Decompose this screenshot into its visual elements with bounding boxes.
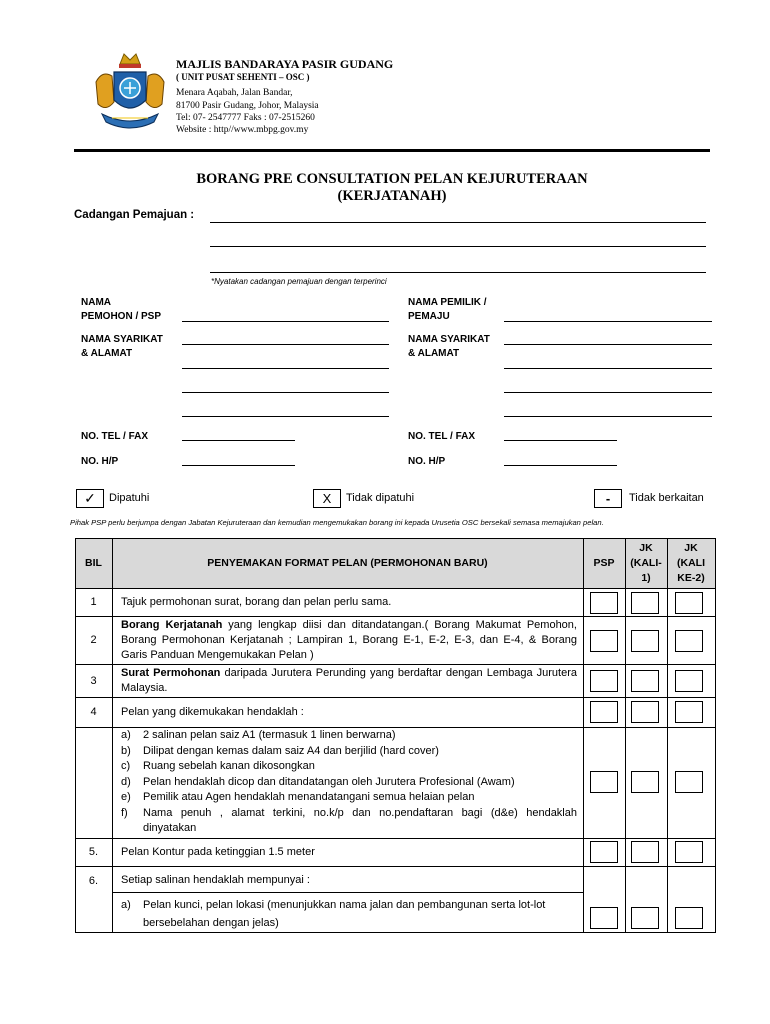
sub-item-d	[121, 775, 577, 791]
nama-pemilik-field[interactable]	[504, 321, 712, 322]
nama-pemohon-label	[81, 296, 161, 324]
row-4-sublist	[121, 728, 577, 837]
crest-logo	[92, 52, 168, 134]
check-icon: ✓	[84, 490, 96, 506]
col-header-jk2-l3: KE-2)	[677, 572, 705, 584]
website-line: Website : http//www.mbpg.gov.my	[176, 125, 309, 135]
form-subtitle: (KERJATANAH)	[337, 188, 447, 204]
row-4-text: Pelan yang dikemukakan hendaklah :	[121, 706, 304, 718]
row-2-bold: Borang Kerjatanah	[121, 619, 223, 631]
owner-address-line-3[interactable]	[504, 392, 712, 393]
row-2-jk1-checkbox[interactable]	[631, 630, 659, 652]
sub-item-text: Nama penuh , alamat terkini, no.k/p dan no.pendaftaran bagi (d&e) hendaklah dinyatakan	[143, 806, 577, 834]
row-1-number: 1	[90, 596, 97, 608]
row-5-jk1-checkbox[interactable]	[631, 841, 659, 863]
sub-item-text: Ruang sebelah kanan dikosongkan	[143, 760, 315, 772]
row-1-jk1-checkbox[interactable]	[631, 592, 659, 614]
applicant-address-line-4[interactable]	[182, 416, 389, 417]
col-header-jk1	[625, 541, 667, 586]
row-2-rest: yang lengkap diisi dan ditandatangan.( Borang Makumat Pemohon, Borang Permohonan Kerjatanah ; Lampiran 1, Borang E-1, E-2, E-3, dan E-4, & Borang Garis Panduan Mengemukakan Pelan )	[121, 619, 577, 661]
row-4-sub-psp-checkbox[interactable]	[590, 771, 618, 793]
nama-pemohon-label-l2: PEMOHON / PSP	[81, 311, 162, 322]
row-4-psp-checkbox[interactable]	[590, 701, 618, 723]
dash-icon: -	[605, 491, 611, 506]
nama-pemohon-field[interactable]	[182, 321, 389, 322]
legend-tick-box	[76, 489, 104, 508]
sub-item-key: c)	[121, 760, 131, 772]
legend-tick-label: Dipatuhi	[109, 492, 150, 504]
legend-x-label: Tidak dipatuhi	[346, 492, 415, 504]
applicant-syarikat-label	[81, 333, 163, 361]
row-2-text	[121, 618, 577, 663]
row-4-number: 4	[90, 706, 97, 718]
row-2-number: 2	[90, 634, 97, 646]
sub-item-key: d)	[121, 775, 131, 788]
sub-item-e	[121, 790, 577, 806]
row-5-text: Pelan Kontur pada ketinggian 1.5 meter	[121, 846, 315, 858]
owner-hp-label: NO. H/P	[408, 456, 446, 467]
sub-item-b	[121, 744, 577, 760]
sub-item-a	[121, 728, 577, 744]
sub-item-key: e)	[121, 791, 131, 803]
owner-tel-field[interactable]	[504, 440, 617, 441]
col-header-jk1-l3: 1)	[641, 572, 651, 584]
sub-item-text: Dilipat dengan kemas dalam saiz A4 dan berjilid (hard cover)	[143, 744, 439, 757]
cadangan-line-1[interactable]	[210, 222, 706, 223]
row-1-jk2-checkbox[interactable]	[675, 592, 703, 614]
address-line-2: 81700 Pasir Gudang, Johor, Malaysia	[176, 101, 319, 111]
phone-line: Tel: 07- 2547777 Faks : 07-2515260	[176, 113, 315, 123]
row-5-number: 5.	[88, 846, 99, 858]
applicant-syarikat-label-l1: NAMA SYARIKAT	[81, 334, 163, 345]
row-3-rest: daripada Jurutera Perunding yang berdaftar dengan Lembaga Jurutera Malaysia.	[121, 667, 577, 694]
row-3-psp-checkbox[interactable]	[590, 670, 618, 692]
row-6-jk1-checkbox[interactable]	[631, 907, 659, 929]
row-3-text	[121, 666, 577, 696]
cadangan-note: *Nyatakan cadangan pemajuan dengan terperinci	[211, 277, 387, 286]
applicant-hp-label: NO. H/P	[81, 456, 119, 467]
row-6-text: Setiap salinan hendaklah mempunyai :	[121, 874, 310, 886]
row-1-psp-checkbox[interactable]	[590, 592, 618, 614]
row-2-psp-checkbox[interactable]	[590, 630, 618, 652]
cadangan-line-3[interactable]	[210, 272, 706, 273]
form-title: BORANG PRE CONSULTATION PELAN KEJURUTERAAN	[196, 171, 588, 187]
col-header-jk2-l1: JK	[684, 542, 698, 554]
col-header-jk2-l2: (KALI	[677, 557, 705, 569]
sub-item-text: Pelan kunci, pelan lokasi (menunjukkan nama jalan dan pembangunan serta lot-lot bersebelahan dengan jelas)	[143, 899, 546, 929]
row-4-jk2-checkbox[interactable]	[675, 701, 703, 723]
nama-pemohon-label-l1: NAMA	[81, 297, 111, 308]
applicant-hp-field[interactable]	[182, 465, 295, 466]
row-3-jk2-checkbox[interactable]	[675, 670, 703, 692]
owner-tel-label: NO. TEL / FAX	[408, 431, 476, 442]
row-4-jk1-checkbox[interactable]	[631, 701, 659, 723]
cadangan-line-2[interactable]	[210, 246, 706, 247]
row-2-jk2-checkbox[interactable]	[675, 630, 703, 652]
address-line-1: Menara Aqabah, Jalan Bandar,	[176, 88, 293, 98]
sub-item-c	[121, 759, 577, 775]
nama-pemilik-label-l1: NAMA PEMILIK /	[408, 297, 487, 308]
row-6-sub-a	[121, 896, 577, 932]
nama-pemilik-label	[408, 296, 487, 324]
row-6-psp-checkbox[interactable]	[590, 907, 618, 929]
header-divider	[74, 149, 710, 152]
row-5-psp-checkbox[interactable]	[590, 841, 618, 863]
col-header-bil: BIL	[85, 557, 102, 569]
owner-hp-field[interactable]	[504, 465, 617, 466]
owner-syarikat-label-l2: & ALAMAT	[408, 348, 460, 359]
sub-item-text: 2 salinan pelan saiz A1 (termasuk 1 linen berwarna)	[143, 729, 396, 741]
col-header-item: PENYEMAKAN FORMAT PELAN (PERMOHONAN BARU)	[207, 557, 488, 569]
sub-item-key: f)	[121, 806, 128, 819]
owner-address-line-2[interactable]	[504, 368, 712, 369]
owner-address-line-1[interactable]	[504, 344, 712, 345]
applicant-address-line-3[interactable]	[182, 392, 389, 393]
instruction-note: Pihak PSP perlu berjumpa dengan Jabatan Kejuruteraan dan kemudian mengemukakan borang ini kepada Urusetia OSC bersekali semasa memajukan pelan.	[70, 518, 604, 527]
col-header-jk1-l2: (KALI-	[630, 557, 662, 569]
row-1-text: Tajuk permohonan surat, borang dan pelan perlu sama.	[121, 596, 392, 608]
applicant-address-line-1[interactable]	[182, 344, 389, 345]
col-header-psp: PSP	[593, 557, 615, 569]
org-name: MAJLIS BANDARAYA PASIR GUDANG	[176, 57, 394, 71]
sub-item-text: Pemilik atau Agen hendaklah menandatangani semua helaian pelan	[143, 791, 475, 803]
org-unit: ( UNIT PUSAT SEHENTI – OSC )	[176, 72, 310, 82]
row-3-jk1-checkbox[interactable]	[631, 670, 659, 692]
row-3-number: 3	[90, 675, 97, 687]
row-4-sub-jk2-checkbox[interactable]	[675, 771, 703, 793]
owner-syarikat-label-l1: NAMA SYARIKAT	[408, 334, 490, 345]
sub-item-key: b)	[121, 744, 131, 757]
applicant-tel-field[interactable]	[182, 440, 295, 441]
sub-item-text: Pelan hendaklah dicop dan ditandatangan oleh Jurutera Profesional (Awam)	[143, 775, 515, 788]
owner-address-line-4[interactable]	[504, 416, 712, 417]
sub-item-key: a)	[121, 899, 131, 911]
row-6-number: 6.	[88, 875, 99, 887]
sub-item-f	[121, 806, 577, 837]
applicant-tel-label: NO. TEL / FAX	[81, 431, 149, 442]
applicant-address-line-2[interactable]	[182, 368, 389, 369]
legend-dash-label: Tidak berkaitan	[629, 492, 704, 504]
cross-icon: X	[322, 491, 332, 506]
sub-item-key: a)	[121, 729, 131, 741]
col-header-jk2	[667, 541, 715, 586]
row-6-jk2-checkbox[interactable]	[675, 907, 703, 929]
applicant-syarikat-label-l2: & ALAMAT	[81, 348, 133, 359]
col-header-jk1-l1: JK	[639, 542, 653, 554]
row-4-sub-jk1-checkbox[interactable]	[631, 771, 659, 793]
row-3-bold: Surat Permohonan	[121, 667, 221, 679]
owner-syarikat-label	[408, 333, 490, 361]
cadangan-label: Cadangan Pemajuan :	[74, 209, 195, 221]
legend-dash-box	[594, 489, 622, 508]
legend-x-box	[313, 489, 341, 508]
row-5-jk2-checkbox[interactable]	[675, 841, 703, 863]
nama-pemilik-label-l2: PEMAJU	[408, 311, 450, 322]
